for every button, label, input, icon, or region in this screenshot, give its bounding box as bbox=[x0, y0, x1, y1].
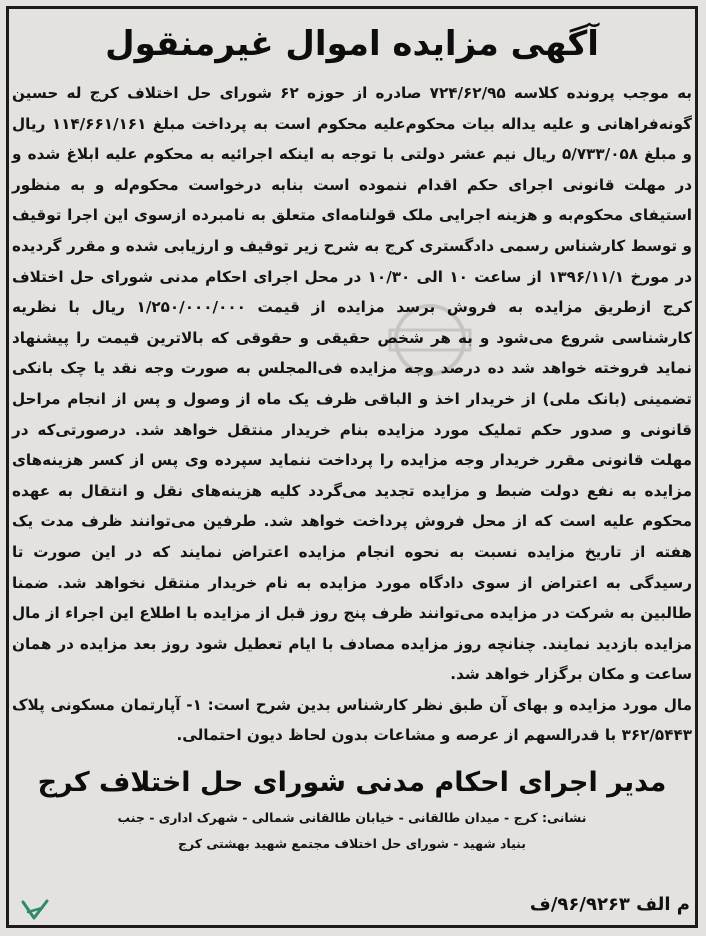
notice-title: آگهی مزایده اموال غیرمنقول bbox=[105, 24, 599, 64]
notice-content bbox=[12, 18, 692, 857]
issuer-address bbox=[12, 805, 692, 857]
notice-body: به موجب پرونده کلاسه ۷۲۴/۶۲/۹۵ صادره از حوزه ۶۲ شورای حل اختلاف کرج له حسین گونه‌فراهانی و علیه یداله بیات محکوم‌علیه محکوم است به پرداخت مبلغ ۱۱۴/۶۶۱/۱۶۱ ریال و مبلغ ۵/۷۳۳/۰۵۸ ریال نیم عشر دولتی با توجه به اینکه اجرائیه به محکوم علیه ابلاغ شده و در مهلت قانونی اجرای حکم اقدام ننموده است بنابه درخواست محکوم‌له و به منظور استیفای محکوم‌به و هزینه اجرایی ملک قولنامه‌ای متعلق به نامبرده ازسوی این اجرا توقیف و توسط کارشناس رسمی دادگستری کرج به شرح زیر توقیف و ارزیابی شده و مقرر گردیده در مورخ ۱۳۹۶/۱۱/۱ از ساعت ۱۰ الی ۱۰/۳۰ در محل اجرای احکام مدنی شورای حل اختلاف کرج ازطریق مزایده به فروش برسد مزایده از قیمت ۱/۲۵۰/۰۰۰/۰۰۰ ریال با نظریه کارشناسی شروع می‌شود و به هر شخص حقیقی و حقوقی که بالاترین قیمت را پیشنهاد نماید فروخته خواهد شد ده درصد وجه مزایده فی‌المجلس به صورت وجه نقد یا چک بانکی تضمینی (بانک ملی) از خریدار اخذ و الباقی ظرف یک ماه از وصول و پس از انجام مراحل قانونی و صدور حکم تملیک مورد مزایده بنام خریدار منتقل خواهد شد. درصورتی‌که در مهلت قانونی مقرر خریدار وجه مزایده را پرداخت ننماید سپرده وی پس از کسر هزینه‌های مزایده به نفع دولت ضبط و مزایده تجدید می‌گردد کلیه هزینه‌های نقل و انتقال به عهده محکوم علیه است که از محل فروش پرداخت خواهد شد. طرفین می‌توانند ظرف مدت یک هفته از تاریخ مزایده نسبت به نحوه انجام مزایده اعتراض نمایند که در این صورت تا رسیدگی به اعتراض از سوی دادگاه مورد مزایده به نام خریدار منتقل نخواهد شد. ضمنا طالبین به شرکت در مزایده می‌توانند ظرف پنج روز قبل از مزایده با اطلاع این اجراء از مال مزایده بازدید نمایند. چنانچه روز مزایده مصادف با ایام تعطیل شود روز بعد مزایده در همان ساعت و مکان برگزار خواهد شد. bbox=[12, 84, 692, 684]
check-mark-icon bbox=[20, 898, 50, 922]
notice-reference-code: م الف ۹۶/۹۲۶۳/ف bbox=[529, 894, 690, 915]
auction-item-description: مال مورد مزایده و بهای آن طبق نظر کارشناس بدین شرح است: ۱- آپارتمان مسکونی پلاک ۳۶۲/۵۴۴۳ با قدرالسهم از عرصه و مشاعات بدون لحاظ دیون احتمالی. bbox=[12, 695, 692, 745]
issuer-signature: مدیر اجرای احکام مدنی شورای حل اختلاف کرج bbox=[37, 767, 667, 799]
address-line-1: نشانی: کرج - میدان طالقانی - خیابان طالقانی شمالی - شهرک اداری - جنب bbox=[117, 810, 587, 826]
address-line-2: بنیاد شهید - شورای حل اختلاف مجتمع شهید بهشتی کرج bbox=[178, 836, 526, 852]
